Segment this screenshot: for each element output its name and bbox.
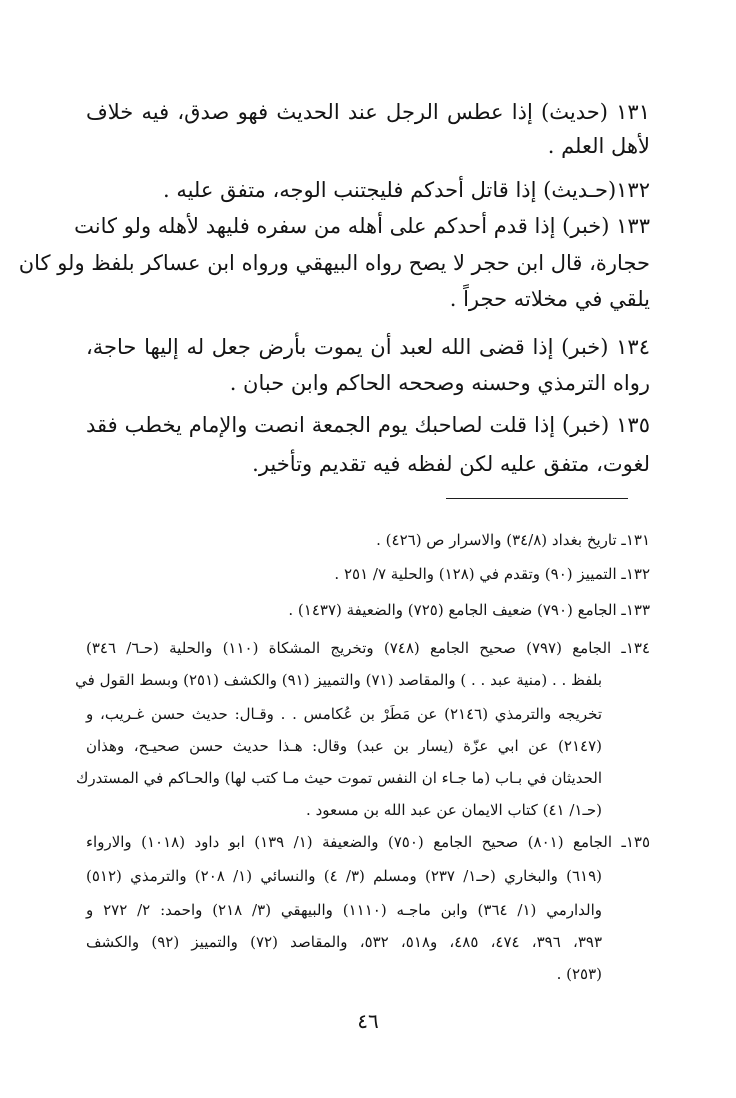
page-number: ٤٦	[357, 1009, 379, 1033]
entry-132-line-1: ١٣٢(حـديث) إذا قاتل أحدكم فليجتنب الوجه، متفق عليه .	[162, 178, 650, 202]
entry-131-line-2: لأهل العلم .	[547, 134, 650, 158]
footnote-135-line-2: (٦١٩) والبخاري (حـ١/ ٢٣٧) ومسلم (٣/ ٤) والنسائي (١/ ٢٠٨) والترمذي (٥١٢)	[86, 867, 603, 885]
footnote-131: ١٣١ـ تاريخ بغداد (٣٤/٨) والاسرار ص (٤٢٦) .	[376, 531, 650, 549]
entry-133-line-3: يلقي في مخلاته حجراً .	[449, 287, 650, 311]
footnote-134-line-2: بلفظ . . (منية عبد . . ) والمقاصد (٧١) والتمييز (٩١) والكشف (٢٥١) وبسط القول في	[75, 671, 602, 689]
footnote-135-line-5: (٢٥٣) .	[556, 965, 602, 983]
entry-133-line-2: حجارة، قال ابن حجر لا يصح رواه البيهقي ورواه ابن عساكر بلفظ ولو كان	[18, 251, 650, 275]
entry-133-line-1: ١٣٣ (خبر) إذا قدم أحدكم على أهله من سفره فليهد لأهله ولو كانت	[74, 214, 650, 238]
footnote-134-line-6: (حـ١/ ٤١) كتاب الايمان عن عبد الله بن مسعود .	[306, 801, 602, 819]
entry-135-line-2: لغوت، متفق عليه لكن لفظه فيه تقديم وتأخير.	[252, 452, 650, 476]
footnote-135-line-3: والدارمي (١/ ٣٦٤) وابن ماجـه (١١١٠) والبيهقي (٣/ ٢١٨) واحمد: ٢/ ٢٧٢ و	[86, 901, 603, 919]
footnote-134-line-3: تخريجه والترمذي (٢١٤٦) عن مَطَرْ بن عُكامس . . وقـال: حديث حسن غـريب، و	[86, 705, 602, 723]
footnote-132: ١٣٢ـ التمييز (٩٠) وتقدم في (١٢٨) والحلية ٧/ ٢٥١ .	[334, 565, 650, 583]
footnote-134-line-5: الحديثان في بـاب (ما جـاء ان النفس تموت حيث مـا كتب لها) والحـاكم في المستدرك	[76, 769, 602, 787]
footnote-134-line-4: (٢١٤٧) عن ابي عزّة (يسار بن عبد) وقال: هـذا حديث حسن صحيـح، وهذان	[86, 737, 602, 755]
footnote-135-line-4: ٣٩٣، ٣٩٦، ٤٧٤، ٤٨٥، و٥١٨، ٥٣٢، والمقاصد (٧٢) والتمييز (٩٢) والكشف	[86, 933, 602, 951]
entry-131-line-1: ١٣١ (حديث) إذا عطس الرجل عند الحديث فهو صدق، فيه خلاف	[86, 100, 650, 124]
footnote-135-line-1: ١٣٥ـ الجامع (٨٠١) صحيح الجامع (٧٥٠) والضعيفة (١/ ١٣٩) ابو داود (١٠١٨) والارواء	[86, 833, 651, 851]
entry-134-line-1: ١٣٤ (خبر) إذا قضى الله لعبد أن يموت بأرض جعل له إليها حاجة،	[86, 335, 650, 359]
entry-134-line-2: رواه الترمذي وحسنه وصححه الحاكم وابن حبان .	[229, 371, 650, 395]
footnote-separator	[446, 498, 628, 499]
entry-135-line-1: ١٣٥ (خبر) إذا قلت لصاحبك يوم الجمعة انصت والإمام يخطب فقد	[86, 413, 650, 437]
footnote-133: ١٣٣ـ الجامع (٧٩٠) ضعيف الجامع (٧٢٥) والضعيفة (١٤٣٧) .	[288, 601, 650, 619]
footnote-134-line-1: ١٣٤ـ الجامع (٧٩٧) صحيح الجامع (٧٤٨) وتخريج المشكاة (١١٠) والحلية (حـ٦/ ٣٤٦)	[86, 639, 650, 657]
